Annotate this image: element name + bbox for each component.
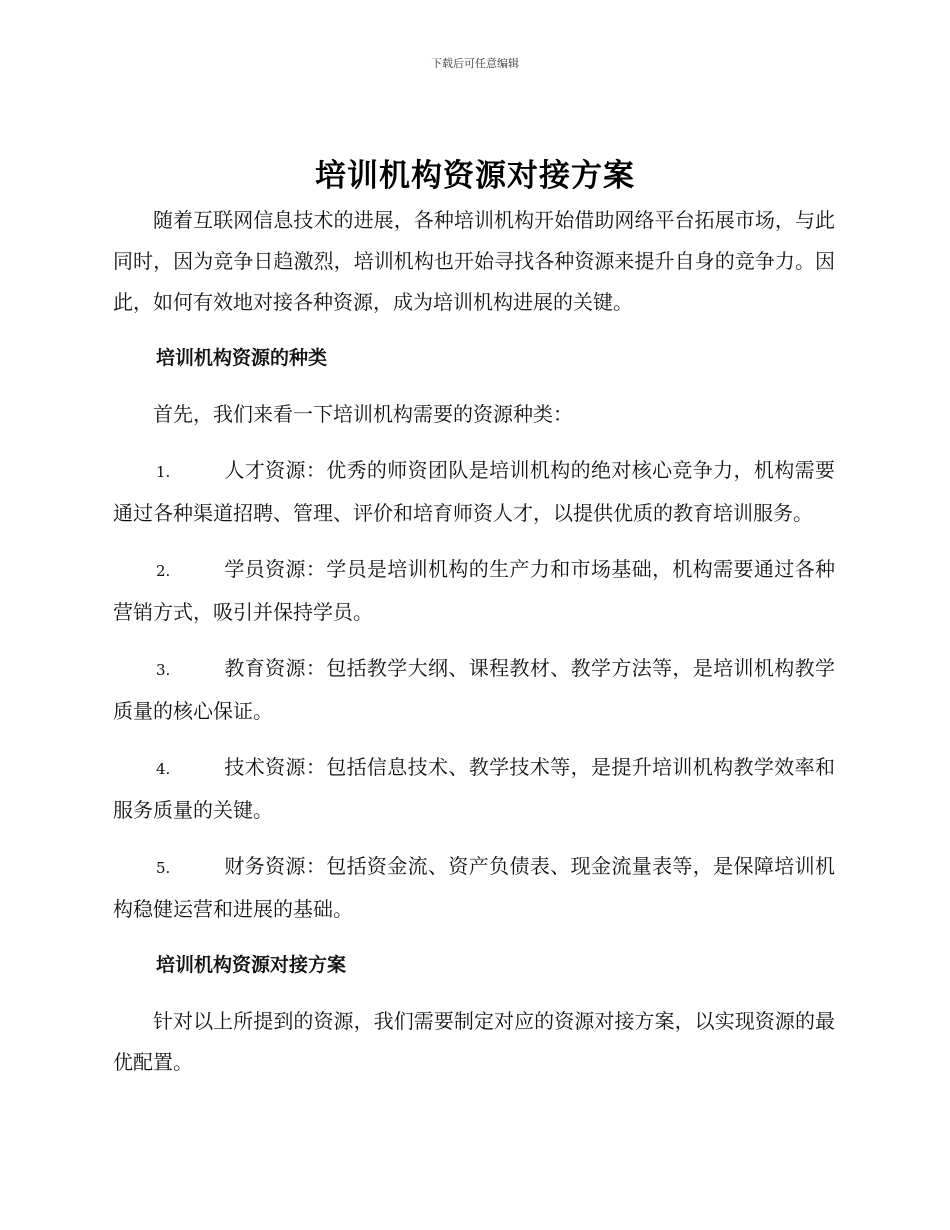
list-item [113, 450, 835, 534]
list-item-number: 3. [156, 661, 171, 679]
resource-types-lead: 首先，我们来看一下培训机构需要的资源种类： [153, 402, 573, 426]
list-item [113, 846, 835, 930]
section-heading-resource-types: 培训机构资源的种类 [156, 347, 328, 369]
list-item-number: 1. [156, 463, 171, 481]
list-item [113, 747, 835, 831]
list-item-number: 2. [156, 562, 171, 580]
document-title: 培训机构资源对接方案 [315, 158, 635, 194]
list-item [113, 648, 835, 732]
list-item-number: 4. [156, 760, 171, 778]
list-item-text: 教育资源：包括教学大纲、课程教材、教学方法等，是培训机构教学质量的核心保证。 [113, 656, 835, 723]
document-body [113, 200, 835, 1083]
list-item-number: 5. [156, 859, 171, 877]
list-item-text: 技术资源：包括信息技术、教学技术等，是提升培训机构教学效率和服务质量的关键。 [113, 755, 835, 822]
integration-plan-lead: 针对以上所提到的资源，我们需要制定对应的资源对接方案，以实现资源的最优配置。 [113, 1009, 835, 1074]
list-item-text: 人才资源：优秀的师资团队是培训机构的绝对核心竞争力，机构需要通过各种渠道招聘、管理、评价和培育师资人才，以提供优质的教育培训服务。 [113, 458, 835, 525]
list-item [113, 549, 835, 633]
section-heading-integration-plan: 培训机构资源对接方案 [156, 954, 347, 976]
page-header-note: 下载后可任意编辑 [431, 57, 519, 70]
list-item-text: 学员资源：学员是培训机构的生产力和市场基础，机构需要通过各种营销方式，吸引并保持学员。 [113, 557, 835, 624]
list-item-text: 财务资源：包括资金流、资产负债表、现金流量表等，是保障培训机构稳健运营和进展的基础。 [113, 854, 835, 921]
intro-paragraph: 随着互联网信息技术的进展，各种培训机构开始借助网络平台拓展市场，与此同时，因为竞争日趋激烈，培训机构也开始寻找各种资源来提升自身的竞争力。因此，如何有效地对接各种资源，成为培训机构进展的关键。 [113, 208, 835, 314]
